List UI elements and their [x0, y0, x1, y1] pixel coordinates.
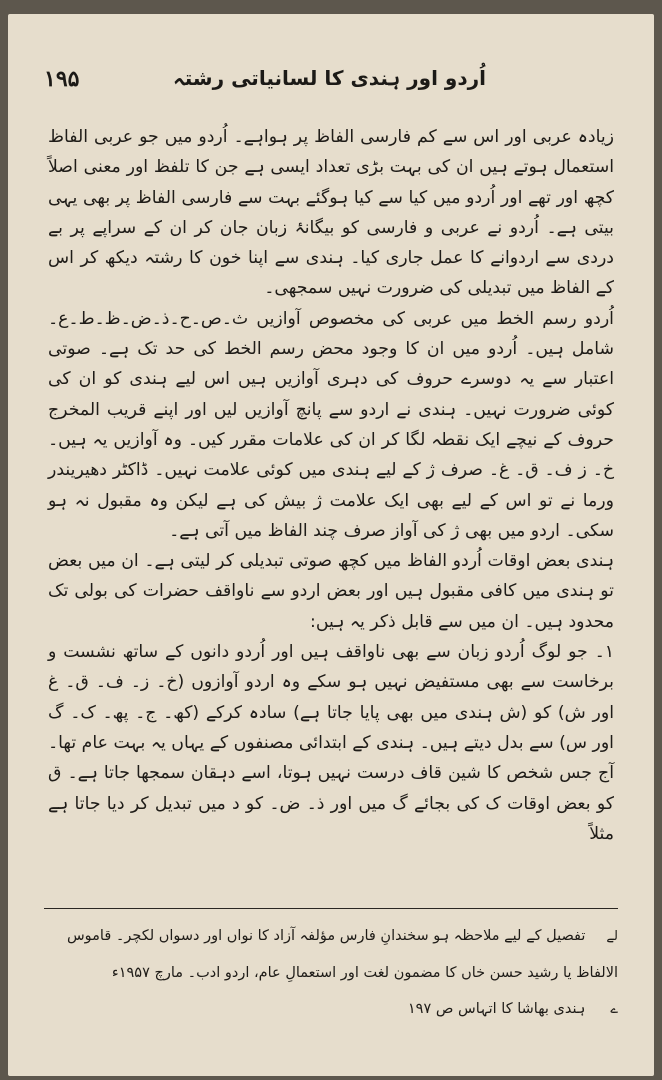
paragraph: زیادہ عربی اور اس سے کم فارسی الفاظ پر ہواہے۔ اُردو میں جو عربی الفاظ استعمال ہوتے ہیں ان کی بہت بڑی تعداد ایسی ہے جن کا تلفظ اور معنی اصلاً کچھ اور تھے اور اُردو میں کیا سے کیا ہوگئے بہت سے فارسی الفاظ پر بھی یہی بیتی ہے۔ اُردو نے عربی و فارسی کو بیگانۂ زبان جان کر ان کے سراپے پر بے دردی سے اردوانے کا عمل جاری کیا۔ ہندی سے اپنا خون کا رشتہ دیکھ کر اس کے الفاظ میں تبدیلی کی ضرورت نہیں سمجھی۔ [48, 127, 614, 299]
footnote-divider [44, 908, 618, 909]
footnote-text: تفصیل کے لیے ملاحظہ ہو سخندانِ فارس مؤلفہ آزاد کا نواں اور دسواں لکچر۔ قاموس الالفاظ یا رشید حسن خاں کا مضمون لغت اور استعمالِ عام، اردو ادب۔ مارچ ۱۹۵۷ء [66, 928, 618, 981]
book-page [8, 14, 654, 1076]
page-header [8, 66, 654, 102]
footnote [44, 918, 618, 991]
page-number: ۱۹۵ [44, 66, 80, 92]
paragraph: ۱۔ جو لوگ اُردو زبان سے بھی ناواقف ہیں اور اُردو دانوں کے ساتھ نشست و برخاست سے بھی مستفیض نہیں ہو سکے وہ اردو آوازوں (خ۔ ز۔ ف۔ ق۔ غ اور ش) کو (ش ہندی میں بھی پایا جاتا ہے) سادہ کرکے (کھ۔ ج۔ پھ۔ ک۔ گ اور س) سے بدل دیتے ہیں۔ ہندی کے ابتدائی مصنفوں کے یہاں یہ بہت عام تھا۔ آج جس شخص کا شین قاف درست نہیں ہوتا، اسے دہقان سمجھا جاتا ہے۔ ق کو بعض اوقات ک کی بجائے گ میں اور ذ۔ ض۔ کو د میں تبدیل کر دیا جاتا ہے مثلاً [48, 642, 614, 844]
footnote-text: ہندی بھاشا کا اتہاس ص ۱۹۷ [407, 1001, 586, 1017]
footnote-marker: ے [610, 1002, 618, 1017]
paragraph: اُردو رسم الخط میں عربی کی مخصوص آوازیں ث۔ص۔ح۔ذ۔ض۔ظ۔ط۔ع۔شامل ہیں۔ اُردو میں ان کا وجود محض رسم الخط کی حد تک ہے۔ صوتی اعتبار سے یہ دوسرے حروف کی دہری آوازیں ہیں اس لیے ہندی کو ان کی کوئی ضرورت نہیں۔ ہندی نے اردو سے پانچ آوازیں لیں اور اپنے قریب المخرج حروف کے نیچے ایک نقطہ لگا کر ان کی علامات مقرر کیں۔ وہ آوازیں یہ ہیں۔ خ۔ ز ف۔ ق۔ غ۔ صرف ژ کے لیے ہندی میں کوئی علامت نہیں۔ ڈاکٹر دھیریندر ورما نے تو اس کے لیے بھی ایک علامت ژ بیش کی ہے لیکن وہ مقبول نہ ہو سکی۔ اردو میں بھی ژ کی آواز صرف چند الفاظ میں آتی ہے۔ [48, 308, 614, 541]
body-text [48, 122, 614, 849]
running-head: اُردو اور ہندی کا لسانیاتی رشتہ [173, 66, 486, 90]
footnote [44, 991, 618, 1028]
paragraph: ہندی بعض اوقات اُردو الفاظ میں کچھ صوتی تبدیلی کر لیتی ہے۔ ان میں بعض تو ہندی میں کافی مقبول ہیں اور بعض اردو سے ناواقف حضرات کی بولی تک محدود ہیں۔ ان میں سے قابل ذکر یہ ہیں: [48, 551, 614, 632]
footnote-marker: لے [606, 929, 618, 944]
footnotes [44, 918, 618, 1028]
